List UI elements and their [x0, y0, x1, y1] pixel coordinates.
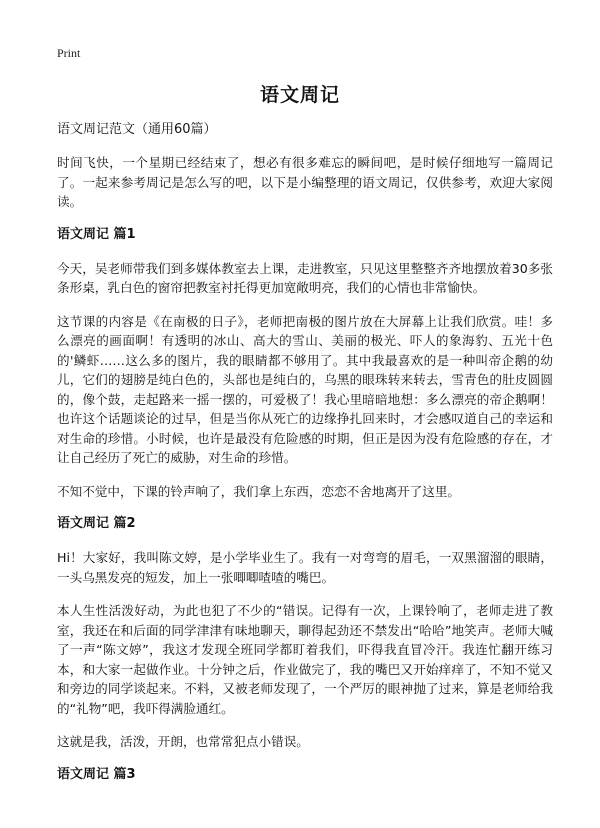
document-subtitle: 语文周记范文（通用60篇）: [57, 122, 217, 137]
document-body: [57, 121, 553, 799]
section-1-paragraph-1: 今天，吴老师带我们到多媒体教室去上课，走进教室，只见这里整整齐齐地摆放着30多张条形桌，乳白色的窗帘把教室衬托得更加宽敞明亮，我们的心情也非常愉快。: [57, 260, 553, 295]
document-title: 语文周记: [259, 84, 340, 106]
section-heading-2: 语文周记 篇2: [57, 516, 136, 531]
section-1-paragraph-3: 不知不觉中，下课的铃声响了，我们拿上东西，恋恋不舍地离开了这里。: [57, 483, 460, 499]
section-1-paragraph-2: 这节课的内容是《在南极的日子》，老师把南极的图片放在大屏幕上让我们欣赏。哇！多么漂亮的画面啊！有透明的冰山、高大的雪山、美丽的极光、吓人的象海豹、五光十色的'鳞虾……这么多的图片，我的眼睛都不够用了。其中我最喜欢的是一种叫帝企鹅的幼儿，它们的翅膀是纯白色的，头部也是纯白的，乌黑的眼珠转来转去，雪青色的肚皮圆圆的，像个鼓，走起路来一摇一摆的，可爱极了！我心里暗暗地想：多么漂亮的帝企鹅啊！也许这个话题谈论的过早，但是当你从死亡的边缘挣扎回来时，才会感叹道自己的幸运和对生命的珍惜。小时候，也许是最没有危险感的时期，但正是因为没有危险感的存在，才让自己经历了死亡的威胁，对生命的珍惜。: [57, 313, 553, 465]
section-2-paragraph-2: 本人生性活泼好动，为此也犯了不少的“错误。记得有一次，上课铃响了，老师走进了教室，我还在和后面的同学津津有味地聊天，聊得起劲还不禁发出“哈哈”地笑声。老师大喊了一声“陈文婷”，我这才发现全班同学都盯着我们，吓得我直冒冷汗。我连忙翻开练习本，和大家一起做作业。十分钟之后，作业做完了，我的嘴巴又开始痒痒了，不知不觉又和旁边的同学谈起来。不料，又被老师发现了，一个严厉的眼神抛了过来，算是老师给我的“礼物”吧，我吓得满脸通红。: [57, 603, 553, 716]
print-label: Print: [57, 46, 81, 60]
intro-paragraph: 时间飞快，一个星期已经结束了，想必有很多难忘的瞬间吧，是时候仔细地写一篇周记了。一起来参考周记是怎么写的吧，以下是小编整理的语文周记，仅供参考，欢迎大家阅读。: [57, 155, 553, 209]
section-heading-1: 语文周记 篇1: [57, 226, 136, 242]
section-heading-3: 语文周记 篇3: [57, 766, 136, 782]
section-2-paragraph-1: Hi！大家好，我叫陈文婷，是小学毕业生了。我有一对弯弯的眉毛，一双黑溜溜的眼睛，一头乌黑发亮的短发，加上一张唧唧喳喳的嘴巴。: [57, 550, 553, 585]
section-2-paragraph-3: 这就是我，活泼，开朗，也常常犯点小错误。: [57, 734, 309, 749]
